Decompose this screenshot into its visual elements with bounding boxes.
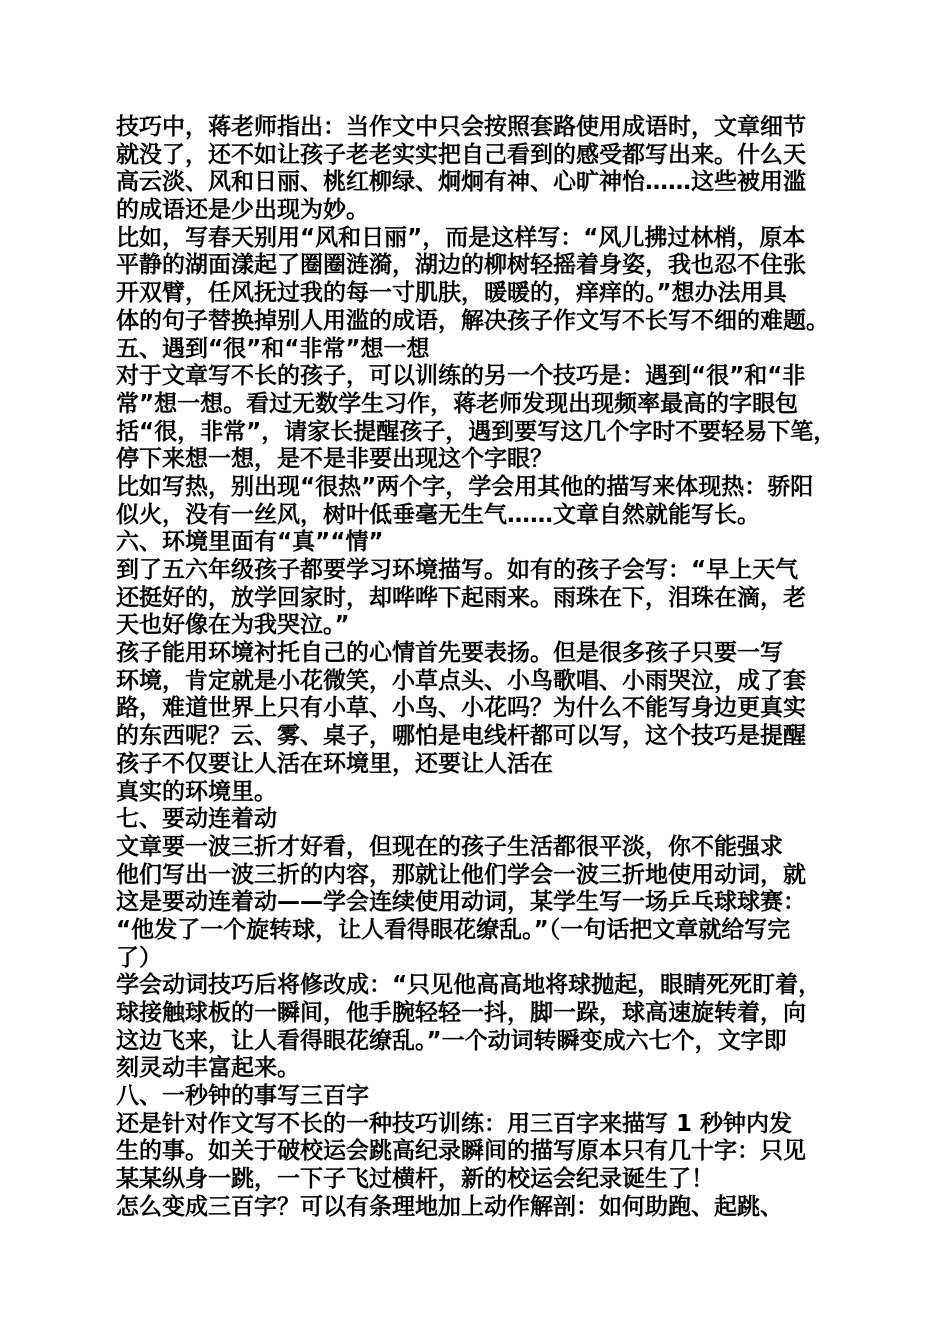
text-line: 路，难道世界上只有小草、小鸟、小花吗？为什么不能写身边更真实 <box>116 695 806 722</box>
section-heading: 七、要动连着动 <box>116 806 277 833</box>
text-line: 真实的环境里。 <box>116 778 277 805</box>
text-line: 停下来想一想，是不是非要出现这个字眼？ <box>116 446 553 473</box>
text-line: 还是针对作文写不长的一种技巧训练：用三百字来描写 1 秒钟内发 <box>116 1110 793 1137</box>
text-line: 环境，肯定就是小花微笑，小草点头、小鸟歌唱、小雨哭泣，成了套 <box>116 667 806 694</box>
text-line: 了） <box>116 944 162 971</box>
section-heading: 八、一秒钟的事写三百字 <box>116 1083 369 1110</box>
text-line: 常”想一想。看过无数学生习作，蒋老师发现出现频率最高的字眼包 <box>116 390 799 417</box>
text-line: 某某纵身一跳，一下子飞过横杆，新的校运会纪录诞生了！ <box>116 1166 714 1193</box>
text-line: 生的事。如关于破校运会跳高纪录瞬间的描写原本只有几十字：只见 <box>116 1138 806 1165</box>
text-line: 平静的湖面漾起了圈圈涟漪，湖边的柳树轻摇着身姿，我也忍不住张 <box>116 252 806 279</box>
section-heading: 六、环境里面有“真”“情” <box>116 529 384 556</box>
text-line: 就没了，还不如让孩子老老实实把自己看到的感受都写出来。什么天 <box>116 141 806 168</box>
text-line: 还挺好的，放学回家时，却哗哗下起雨来。雨珠在下，泪珠在滴，老 <box>116 584 806 611</box>
text-line: 天也好像在为我哭泣。” <box>116 612 350 639</box>
document-body <box>116 114 851 1222</box>
text-line: 似火，没有一丝风，树叶低垂毫无生气……文章自然就能写长。 <box>116 501 760 528</box>
section-heading: 五、遇到“很”和“非常”想一想 <box>116 335 430 362</box>
text-line: 比如，写春天别用“风和日丽”，而是这样写：“风儿拂过林梢，原本 <box>116 224 806 251</box>
text-line: 这是要动连着动——学会连续使用动词，某学生写一场乒乓球球赛： <box>116 889 806 916</box>
text-line: 球接触球板的一瞬间，他手腕轻轻一抖，脚一跺，球高速旋转着，向 <box>116 1000 806 1026</box>
text-line: 学会动词技巧后将修改成：“只见他高高地将球抛起，眼睛死死盯着， <box>116 972 822 999</box>
text-line: 高云淡、风和日丽、桃红柳绿、炯炯有神、心旷神怡……这些被用滥 <box>116 169 806 196</box>
text-line: 到了五六年级孩子都要学习环境描写。如有的孩子会写：“早上天气 <box>116 557 799 583</box>
text-line: 体的句子替换掉别人用滥的成语，解决孩子作文写不长写不细的难题。 <box>116 307 829 334</box>
text-line: 文章要一波三折才好看，但现在的孩子生活都很平淡，你不能强求 <box>116 833 783 860</box>
text-line: 孩子能用环境衬托自己的心情首先要表扬。但是很多孩子只要一写 <box>116 640 783 667</box>
text-line: 他们写出一波三折的内容，那就让他们学会一波三折地使用动词，就 <box>116 861 806 888</box>
text-line: 怎么变成三百字？可以有条理地加上动作解剖：如何助跑、起跳、 <box>116 1193 783 1220</box>
text-line: 的东西呢？云、雾、桌子，哪怕是电线杆都可以写，这个技巧是提醒 <box>116 723 806 750</box>
text-line: 刻灵动丰富起来。 <box>116 1055 300 1082</box>
text-line: 这边飞来，让人看得眼花缭乱。”一个动词转瞬变成六七个，文字即 <box>116 1027 787 1054</box>
text-line: “他发了一个旋转球，让人看得眼花缭乱。”（一句话把文章就给写完 <box>116 916 791 943</box>
text-line: 技巧中，蒋老师指出：当作文中只会按照套路使用成语时，文章细节 <box>116 114 806 140</box>
text-line: 开双臂，任风抚过我的每一寸肌肤，暖暖的，痒痒的。”想办法用具 <box>116 280 787 307</box>
text-line: 对于文章写不长的孩子，可以训练的另一个技巧是：遇到“很”和“非 <box>116 363 806 390</box>
text-line: 比如写热，别出现“很热”两个字，学会用其他的描写来体现热：骄阳 <box>116 473 814 500</box>
text-line: 孩子不仅要让人活在环境里，还要让人活在 <box>116 750 553 777</box>
text-line: 括“很，非常”，请家长提醒孩子，遇到要写这几个字时不要轻易下笔， <box>116 418 837 445</box>
text-line: 的成语还是少出现为妙。 <box>116 197 369 224</box>
